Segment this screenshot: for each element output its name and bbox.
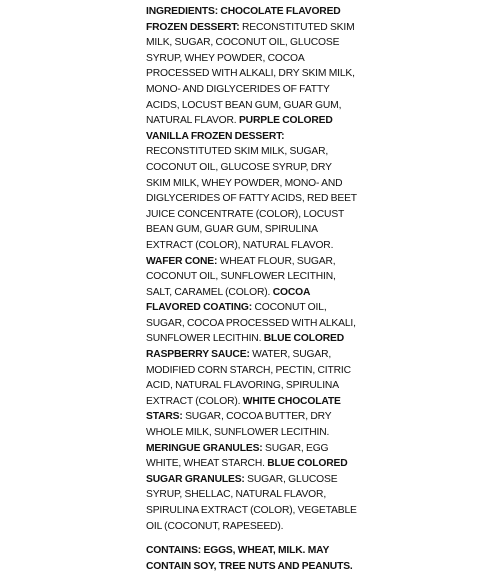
component-name-wafer-cone: WAFER CONE: [146, 255, 218, 267]
component-text-meringue-granules: SUGAR, EGG WHITE, WHEAT STARCH. [146, 442, 329, 470]
ingredients-label [146, 4, 358, 574]
component-text-wafer-cone: WHEAT FLOUR, SUGAR, COCONUT OIL, SUNFLOWER LECITHIN, SALT, CARAMEL (COLOR). [146, 255, 336, 298]
component-name-cocoa-coating: COCOA FLAVORED COATING: [146, 286, 310, 314]
component-text-chocolate-dessert: RECONSTITUTED SKIM MILK, SUGAR, COCONUT OIL, GLUCOSE SYRUP, WHEY POWDER, COCOA PROCESSED WITH ALKALI, DRY SKIM MILK, MONO- AND DIGLYCERIDES OF FATTY ACIDS, LOCUST BEAN GUM, GUAR GUM, NATURAL FLAVOR. [146, 21, 355, 127]
may-contain-statement: MAY CONTAIN SOY, TREE NUTS AND PEANUTS. [146, 545, 353, 572]
component-text-blue-sugar-granules: SUGAR, GLUCOSE SYRUP, SHELLAC, NATURAL FLAVOR, SPIRULINA EXTRACT (COLOR), VEGETABLE OIL (COCONUT, RAPESEED). [146, 473, 357, 532]
allergen-statement [146, 543, 358, 574]
component-text-cocoa-coating: COCONUT OIL, SUGAR, COCOA PROCESSED WITH ALKALI, SUNFLOWER LECITHIN. [146, 302, 356, 345]
component-text-raspberry-sauce: WATER, SUGAR, MODIFIED CORN STARCH, PECTIN, CITRIC ACID, NATURAL FLAVORING, SPIRULINA EXTRACT (COLOR). [146, 349, 351, 407]
component-text-white-chocolate-stars: SUGAR, COCOA BUTTER, DRY WHOLE MILK, SUNFLOWER LECITHIN. [146, 411, 332, 439]
component-text-purple-vanilla-dessert: RECONSTITUTED SKIM MILK, SUGAR, COCONUT OIL, GLUCOSE SYRUP, DRY SKIM MILK, WHEY POWDER, MONO- AND DIGLYCERIDES OF FATTY ACIDS, RED BEET JUICE CONCENTRATE (COLOR), LOCUST BEAN GUM, GUAR GUM, SPIRULINA EXTRACT (COLOR), NATURAL FLAVOR. [146, 146, 357, 251]
component-name-blue-sugar-granules: BLUE COLORED SUGAR GRANULES: [146, 458, 348, 485]
component-name-purple-vanilla-dessert: PURPLE COLORED VANILLA FROZEN DESSERT: [146, 115, 333, 142]
ingredients-heading: INGREDIENTS: [146, 6, 218, 17]
component-name-chocolate-dessert: CHOCOLATE FLAVORED FROZEN DESSERT: [146, 6, 341, 33]
component-name-white-chocolate-stars: WHITE CHOCOLATE STARS: [146, 395, 341, 423]
ingredients-paragraph [146, 4, 358, 534]
contains-statement: CONTAINS: EGGS, WHEAT, MILK. [146, 545, 306, 557]
component-name-raspberry-sauce: BLUE COLORED RASPBERRY SAUCE: [146, 333, 344, 361]
component-name-meringue-granules: MERINGUE GRANULES: [146, 442, 263, 454]
